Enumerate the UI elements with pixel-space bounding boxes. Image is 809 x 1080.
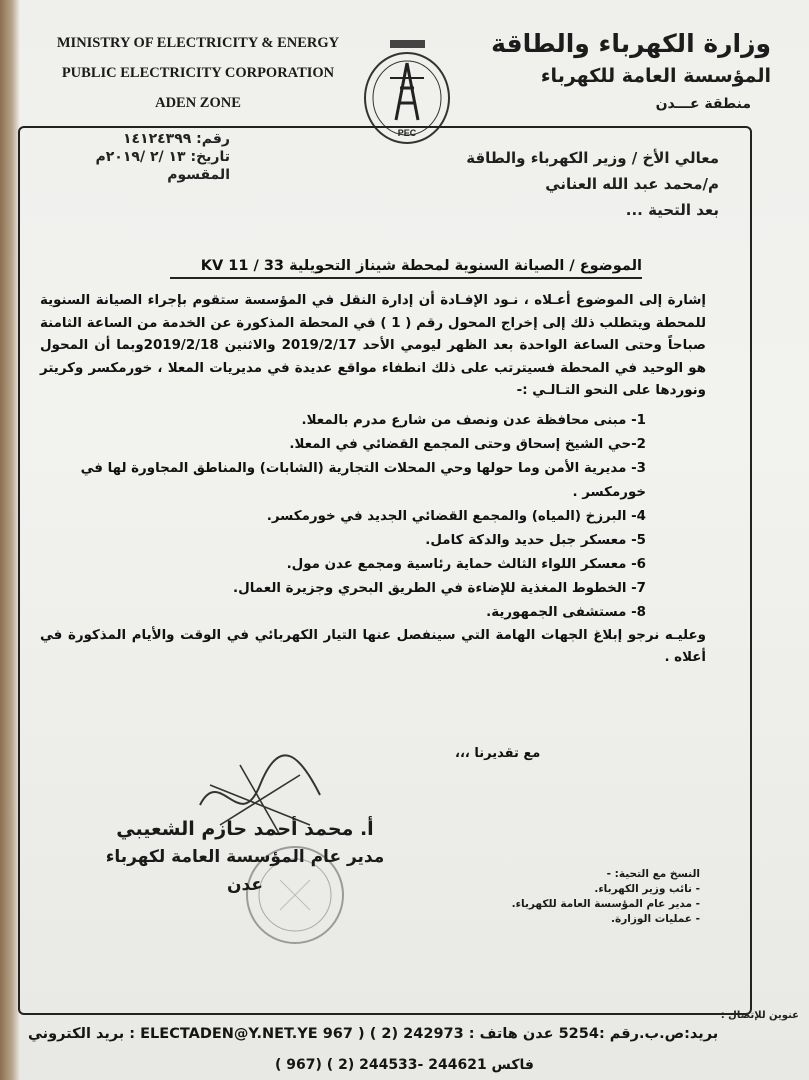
signer-title: مدير عام المؤسسة العامة لكهرباء عدن <box>105 847 385 895</box>
addressee-block <box>299 145 719 223</box>
copy-recipient: - نائب وزير الكهرباء. <box>594 883 700 895</box>
corporation-name-en: PUBLIC ELECTRICITY CORPORATION <box>61 65 335 81</box>
list-item: 1- مبنى محافظة عدن ونصف من شارع مدرم بالمعلا. <box>301 412 646 428</box>
ministry-name-ar: وزارة الكهرباء والطاقة <box>491 29 771 58</box>
closing-paragraph: وعليـه نرجو إبلاغ الجهات الهامة التي سينفصل عنها التيار الكهربائي في الوقت والأيام المذكورة في أعلاه . <box>40 627 706 665</box>
corporation-name-ar: المؤسسة العامة للكهرباء <box>540 65 771 87</box>
contact-line-email-phone: بريد الكتروني : ELECTADEN@Y.NET.YE بريد:ص.ب.رقم :5254 عدن هاتف : 242973 (2 ) ( 967 <box>28 1026 719 1042</box>
signer-block <box>100 815 390 899</box>
letter-body <box>40 290 706 670</box>
logo-caption: PEC <box>397 128 417 138</box>
list-item: 4- البرزخ (المياه) والمجمع القضائي الجديد في خورمكسر. <box>266 508 646 524</box>
list-item: 5- معسكر جبل حديد والدكة كامل. <box>425 532 646 548</box>
signer-name: أ. محمد أحمد حازم الشعيبي <box>116 818 374 840</box>
header-arabic <box>451 28 771 116</box>
header-english <box>48 28 348 118</box>
affected-areas-list <box>40 409 646 625</box>
contact-footer <box>0 1010 809 1080</box>
list-item: 8- مستشفى الجمهورية. <box>486 604 646 620</box>
regards-line: مع تقديرنا ،،، <box>455 746 541 761</box>
list-item: 7- الخطوط المغذية للإضاءة في الطريق البحري وجزيرة العمال. <box>233 580 646 596</box>
intro-paragraph: إشارة إلى الموضوع أعـلاه ، نـود الإفـادة أن إدارة النقل في المؤسسة ستقوم بإجراء الصيانة السنوية للمحطة ويتطلب ذلك إلى إخراج المحول رقم ( 1 ) في المحطة المذكورة عن الخدمة من الساعة الثامنة صباحاً وحتى الساعة الواحدة بعد الظهر ليومي الأحد 2019/2/17 والاثنين 2019/2/18وبما أن المحول هو الوحيد في المحطة فسيترتب على ذلك انطفاء مواقع عديدة في مديريات المعلا ، خورمكسر وكريتر ونوردها على النحو التـالـي :- <box>40 293 706 398</box>
copy-recipient: - مدير عام المؤسسة العامة للكهرباء. <box>511 898 700 910</box>
list-item: 6- معسكر اللواء الثالث حماية رئاسية ومجمع عدن مول. <box>286 556 646 572</box>
reference-block <box>70 130 230 184</box>
contact-label: عنوين للإتصال : <box>720 1010 799 1021</box>
list-item: 3- مديرية الأمن وما حولها وحي المحلات التجارية (الشابات) والمناطق المجاورة لها في خورمكسر . <box>80 460 646 500</box>
page-edge-shadow <box>0 0 20 1080</box>
subject-line: الموضوع / الصيانة السنوية لمحطة شيناز التحويلية 33 / 11 KV <box>170 258 642 279</box>
list-item: 2-حي الشيخ إسحاق وحتى المجمع القضائي في المعلا. <box>289 436 646 452</box>
addressee-title: معالي الأخ / وزير الكهرباء والطاقة <box>466 149 719 167</box>
copies-block <box>490 867 700 927</box>
reference-attached: المقسوم <box>167 167 230 183</box>
contact-line-fax: فاكس 244621 -244533 (2 ) (967 ) <box>275 1057 534 1073</box>
greeting: بعد التحية ... <box>625 201 719 219</box>
zone-name-ar: منطقة عـــدن <box>655 96 751 112</box>
copy-recipient: - عمليات الوزارة. <box>611 913 700 925</box>
reference-number: رقم: ١٤١٢٤٣٩٩ <box>122 131 230 147</box>
zone-name-en: ADEN ZONE <box>155 95 241 111</box>
addressee-name: م/محمد عبد الله العناني <box>545 175 719 193</box>
copies-label: النسخ مع التحية: - <box>606 868 700 880</box>
reference-date: تاريخ: ١٣ /٢ /٢٠١٩م <box>95 149 230 165</box>
ministry-name-en: MINISTRY OF ELECTRICITY & ENERGY <box>56 35 340 51</box>
